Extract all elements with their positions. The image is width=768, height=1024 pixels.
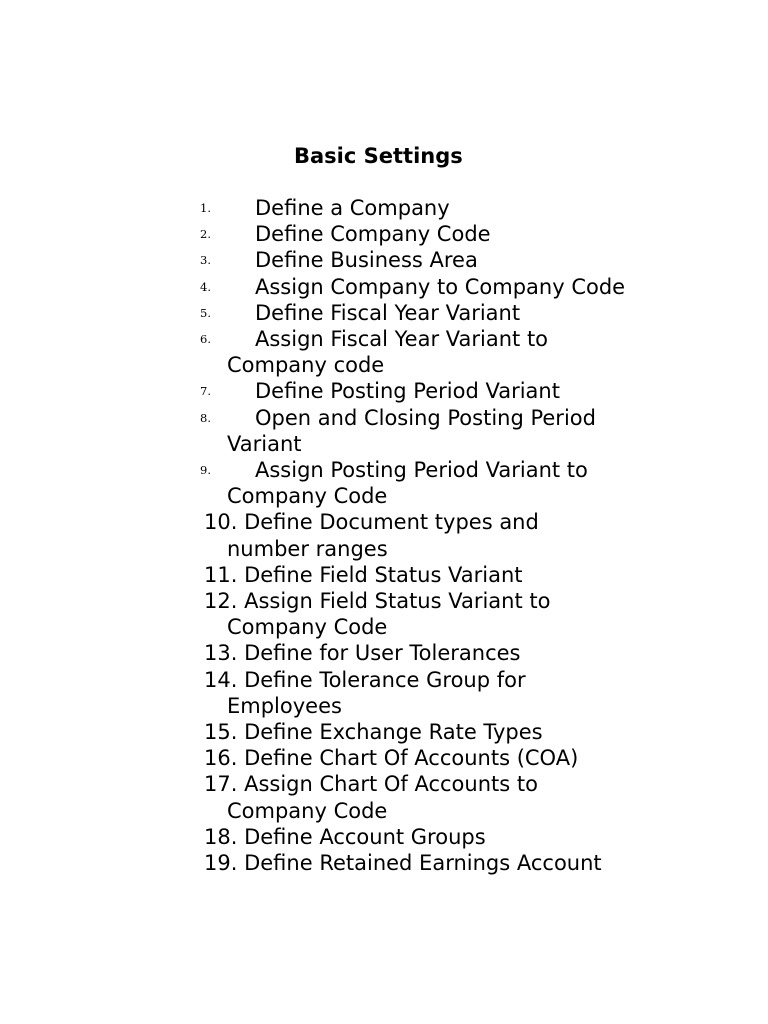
list-item-continuation: Company Code xyxy=(227,484,388,509)
list-item-number: 9. xyxy=(200,463,211,477)
list-item-label: Define Field Status Variant xyxy=(244,562,523,587)
list-item-continuation: Variant xyxy=(227,431,302,456)
list-item-text: Define Fiscal Year Variant xyxy=(255,300,521,325)
list-item-label: Define Document types and xyxy=(244,510,539,535)
list-item-continuation: Company Code xyxy=(227,798,388,823)
list-item xyxy=(200,300,520,326)
list-item-label: Define Account Groups xyxy=(244,824,486,849)
list-item-text: Assign Company to Company Code xyxy=(255,274,626,299)
list-item-number: 16. xyxy=(204,746,238,771)
list-item xyxy=(200,326,548,378)
list-item-text xyxy=(200,824,486,850)
list-item xyxy=(200,588,550,640)
list-item-continuation: Company Code xyxy=(227,615,388,640)
list-item-number: 7. xyxy=(200,384,211,399)
list-item xyxy=(200,824,486,850)
list-item xyxy=(200,274,625,300)
list-item-text xyxy=(200,850,602,876)
list-item-label: Define Chart Of Accounts (COA) xyxy=(244,746,579,771)
list-item-number: 4. xyxy=(200,279,211,294)
list-item-number: 17. xyxy=(204,772,238,797)
list-item-text xyxy=(200,745,578,771)
list-item-number: 11. xyxy=(204,562,238,587)
list-item-text xyxy=(200,719,543,745)
list-item-text xyxy=(200,771,538,797)
list-item-number: 19. xyxy=(204,851,238,875)
list-item-number: 3. xyxy=(200,253,211,268)
list-item-label: Assign Field Status Variant to xyxy=(244,589,551,613)
list-item-text xyxy=(200,640,521,666)
list-item-number: 8. xyxy=(200,410,211,425)
list-item-label: Define Tolerance Group for xyxy=(244,667,526,692)
list-item-text: Assign Posting Period Variant to xyxy=(255,458,588,482)
list-item xyxy=(200,457,588,509)
list-item xyxy=(200,195,450,221)
list-item-text xyxy=(200,667,526,693)
list-item-continuation: number ranges xyxy=(227,536,388,561)
list-item xyxy=(200,667,526,719)
list-item-continuation: Employees xyxy=(227,693,342,718)
list-item-text xyxy=(200,562,523,588)
list-item xyxy=(200,221,491,247)
list-item-text: Define Company Code xyxy=(255,222,491,247)
list-item-text: Define Business Area xyxy=(255,248,478,273)
list-item xyxy=(200,850,602,876)
list-item-text: Define Posting Period Variant xyxy=(255,379,560,404)
list-item-number: 5. xyxy=(200,305,211,320)
list-item xyxy=(200,719,543,745)
list-item-number: 14. xyxy=(204,667,238,692)
list-item xyxy=(200,745,578,771)
list-item-continuation: Company code xyxy=(227,353,385,378)
list-item-label: Assign Chart Of Accounts to xyxy=(244,772,538,797)
list-item xyxy=(200,405,596,457)
list-item-number: 18. xyxy=(204,824,238,849)
list-item xyxy=(200,562,523,588)
list-item-number: 10. xyxy=(204,510,238,535)
list-item-number: 15. xyxy=(204,720,238,744)
list-item-label: Define Retained Earnings Account xyxy=(244,851,602,875)
list-item-text: Assign Fiscal Year Variant to xyxy=(255,327,549,351)
list-item xyxy=(200,509,539,561)
list-item-number: 13. xyxy=(204,641,238,666)
list-item xyxy=(200,640,521,666)
list-item-number: 6. xyxy=(200,332,211,346)
list-item-text: Define a Company xyxy=(255,196,450,220)
list-item-text xyxy=(200,509,539,535)
list-item-label: Define for User Tolerances xyxy=(244,641,521,666)
list-item-text xyxy=(200,588,550,614)
list-item xyxy=(200,247,478,273)
list-item-number: 2. xyxy=(200,227,211,242)
list-item-number: 12. xyxy=(204,589,238,613)
list-item xyxy=(200,378,560,404)
list-item-label: Define Exchange Rate Types xyxy=(244,720,543,744)
page-title: Basic Settings xyxy=(294,144,463,168)
list-item-text: Open and Closing Posting Period xyxy=(255,405,596,430)
list-item xyxy=(200,771,538,823)
list-item-number: 1. xyxy=(200,201,211,215)
